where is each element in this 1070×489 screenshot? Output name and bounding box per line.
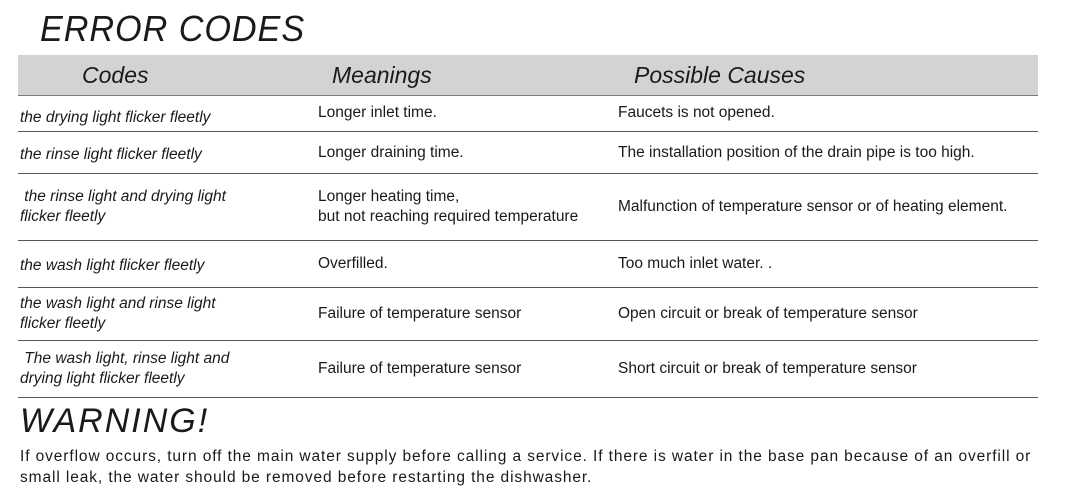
code-cell: the rinse light and drying light flicker fleetly (20, 188, 226, 225)
table-header (18, 55, 1038, 96)
table-row (18, 241, 1038, 288)
cause-cell: Malfunction of temperature sensor or of heating element. (618, 198, 1008, 215)
cause-cell: Too much inlet water. . (618, 255, 773, 272)
meaning-cell: Longer draining time. (318, 143, 464, 161)
cause-cell: Faucets is not opened. (618, 103, 775, 121)
code-cell: The wash light, rinse light and drying light flicker fleetly (20, 350, 230, 387)
table-row (18, 341, 1038, 398)
warning-text: If overflow occurs, turn off the main water supply before calling a service. If there is water in the base pan because of an overfill or small leak, the water should be removed before restarting the dishwasher. (20, 448, 1032, 486)
error-codes-table (18, 55, 1038, 398)
meaning-cell: Overfilled. (318, 255, 388, 272)
header-codes: Codes (82, 62, 149, 88)
table-row (18, 288, 1038, 341)
code-cell: the wash light and rinse light flicker fleetly (20, 295, 216, 332)
cause-cell: Short circuit or break of temperature sensor (618, 360, 917, 377)
table-row (18, 96, 1038, 132)
cause-cell: Open circuit or break of temperature sensor (618, 305, 918, 322)
code-cell: the rinse light flicker fleetly (20, 145, 202, 163)
warning-title: WARNING! (20, 402, 210, 440)
header-causes: Possible Causes (634, 62, 806, 88)
cause-cell: The installation position of the drain pipe is too high. (618, 143, 975, 161)
meaning-cell: Failure of temperature sensor (318, 360, 522, 377)
code-cell: the wash light flicker fleetly (20, 257, 205, 274)
header-meanings: Meanings (332, 62, 432, 88)
table-row (18, 132, 1038, 174)
code-cell: the drying light flicker fleetly (20, 108, 211, 126)
meaning-cell: Longer inlet time. (318, 103, 437, 121)
page-title: ERROR CODES (40, 8, 306, 49)
meaning-cell: Failure of temperature sensor (318, 305, 522, 322)
table-row (18, 174, 1038, 241)
meaning-cell: Longer heating time, but not reaching required temperature (318, 188, 579, 225)
